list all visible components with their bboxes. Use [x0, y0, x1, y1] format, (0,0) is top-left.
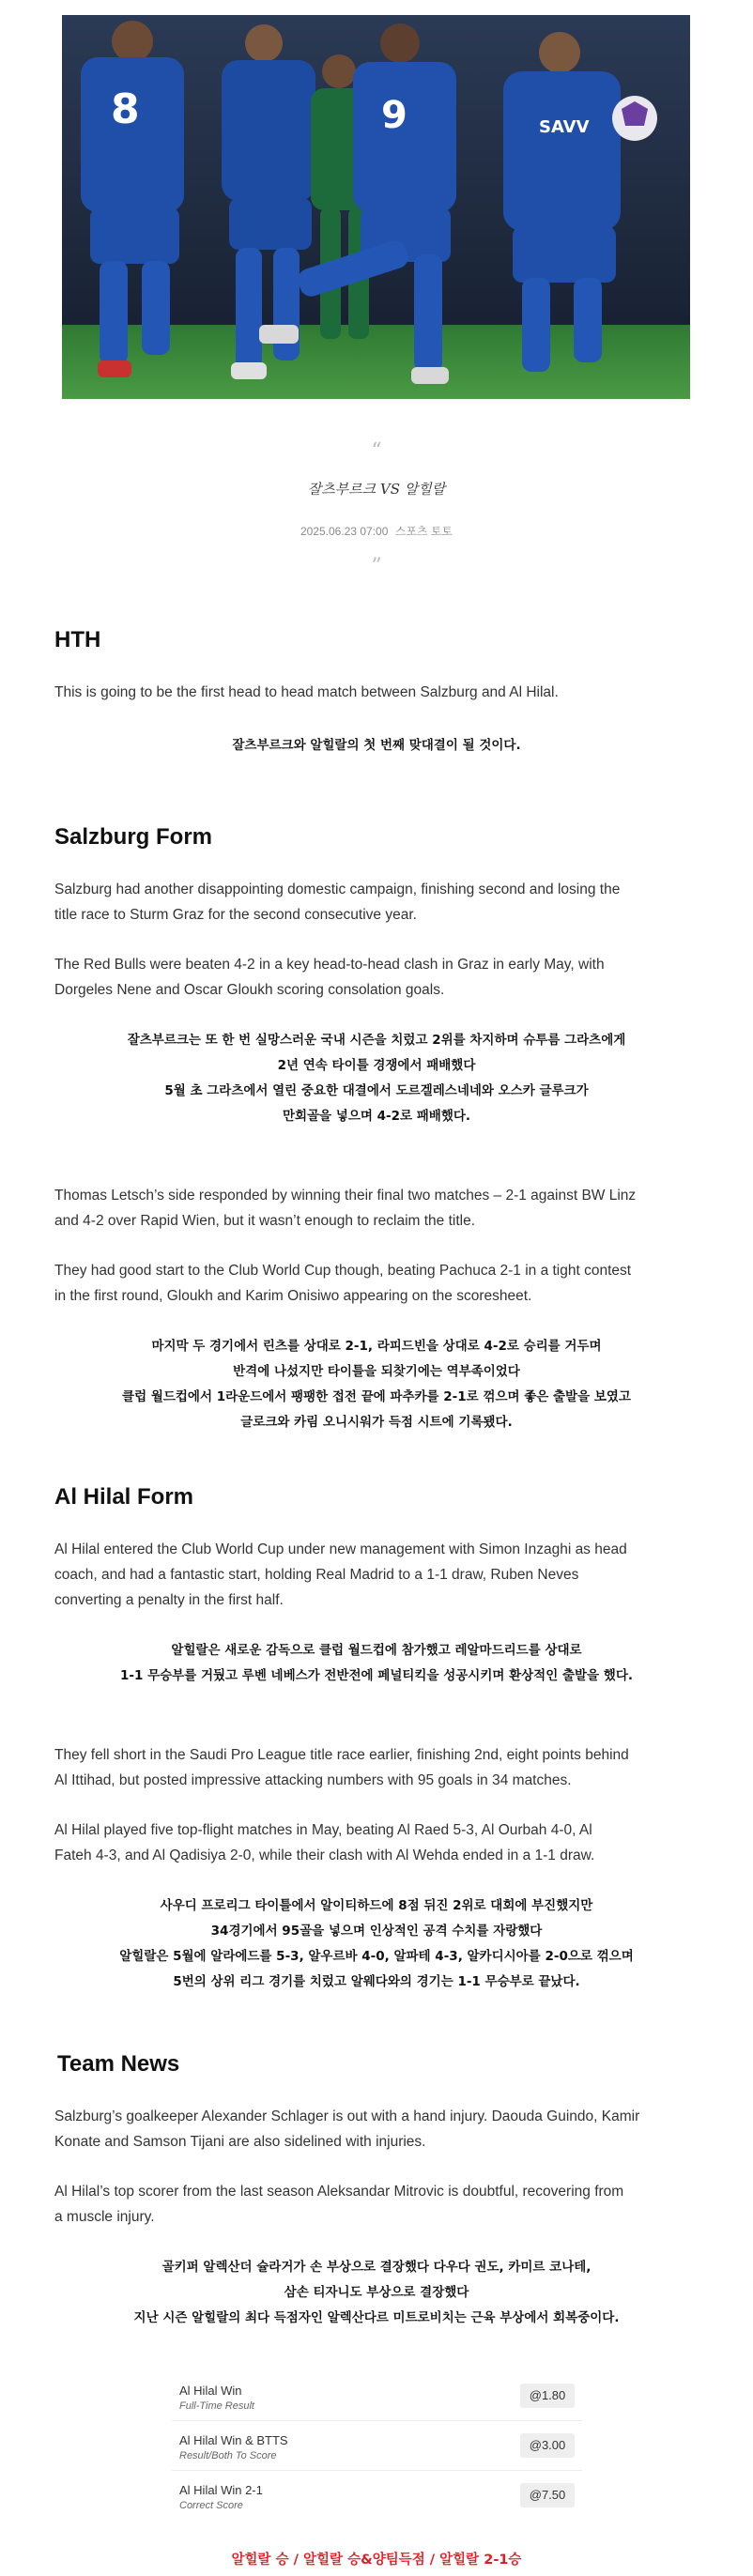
text-line: 만회골을 넣으며 4-2로 패배했다.	[282, 1109, 471, 1124]
text-line: title race to Sturm Graz for the second consecutive year.	[54, 907, 417, 923]
text-line: 34경기에서 95골을 넣으며 인상적인 공격 수치를 자랑했다	[210, 1924, 543, 1939]
alhilal-en-2	[54, 1742, 702, 1793]
hth-en	[54, 680, 702, 705]
text-line: 2년 연속 타이틀 경쟁에서 패배했다	[277, 1058, 476, 1073]
salzburg-en-3	[54, 1183, 702, 1234]
text-line: This is going to be the first head to head match between Salzburg and Al Hilal.	[54, 684, 559, 700]
text-line: coach, and had a fantastic start, holding Real Madrid to a 1-1 draw, Ruben Neves	[54, 1567, 579, 1583]
alhilal-ko-1	[38, 1638, 715, 1689]
text-line: a muscle injury.	[54, 2209, 155, 2225]
svg-text:9: 9	[381, 94, 407, 137]
text-line: Al Hilal played five top-flight matches in May, beating Al Raed 5-3, Al Ourbah 4-0, Al	[54, 1822, 592, 1838]
text-line: 5번의 상위 리그 경기를 치렀고 알웨다와의 경기는 1-1 무승부로 끝났다.	[173, 1974, 580, 1989]
text-line: Dorgeles Nene and Oscar Gloukh scoring consolation goals.	[54, 982, 445, 998]
text-line: 지난 시즌 알힐랄의 최다 득점자인 알렉산다르 미트로비치는 근육 부상에서 회복중이다.	[133, 2310, 620, 2325]
heading-hth: HTH	[54, 627, 101, 652]
salzburg-ko-1	[38, 1028, 715, 1129]
salzburg-en-2	[54, 952, 702, 1003]
odds-price-button[interactable]: @1.80	[520, 2384, 575, 2408]
quote-open-icon: “	[371, 439, 382, 463]
team-news-en-1	[54, 2104, 702, 2154]
odds-row	[172, 2421, 582, 2471]
final-picks: 알힐랄 승 / 알힐랄 승&양팀득점 / 알힐랄 2-1승	[231, 2553, 522, 2568]
text-line: The Red Bulls were beaten 4-2 in a key head-to-head clash in Graz in early May, with	[54, 957, 605, 973]
text-line: Al Hilal’s top scorer from the last season Aleksandar Mitrovic is doubtful, recovering from	[54, 2184, 624, 2200]
text-line: converting a penalty in the first half.	[54, 1592, 284, 1608]
hth-ko	[38, 733, 715, 759]
text-line: 글로크와 카림 오니시워가 득점 시트에 기록됐다.	[240, 1415, 513, 1430]
text-line: 알힐랄은 새로운 감독으로 클럽 월드컵에 참가했고 레알마드리드를 상대로	[171, 1643, 582, 1658]
odds-table	[172, 2371, 582, 2521]
team-news-en-2	[54, 2179, 702, 2230]
text-line: Thomas Letsch’s side responded by winning their final two matches – 2-1 against BW Linz	[54, 1188, 637, 1204]
text-line: Salzburg had another disappointing domestic campaign, finishing second and losing the	[54, 882, 621, 897]
text-line: Salzburg’s goalkeeper Alexander Schlager is out with a hand injury. Daouda Guindo, Kamir	[54, 2108, 640, 2124]
alhilal-en-3	[54, 1817, 702, 1868]
post-meta	[0, 523, 753, 539]
text-line: They fell short in the Saudi Pro League title race earlier, finishing 2nd, eight points behind	[54, 1747, 629, 1763]
text-line: 반격에 나섰지만 타이틀을 되찾기에는 역부족이었다	[233, 1364, 520, 1379]
odds-market: Al Hilal Win	[179, 2384, 242, 2398]
heading-team-news: Team News	[57, 2051, 180, 2077]
text-line: 사우디 프로리그 타이틀에서 알이티하드에 8점 뒤진 2위로 대회에 부진했지만	[160, 1898, 593, 1913]
salzburg-en-4	[54, 1258, 702, 1309]
text-line: Al Ittihad, but posted impressive attacking numbers with 95 goals in 34 matches.	[54, 1772, 572, 1788]
text-line: 마지막 두 경기에서 린츠를 상대로 2-1, 라피드빈을 상대로 4-2로 승리를 거두며	[151, 1339, 602, 1354]
alhilal-ko-2	[38, 1894, 715, 1995]
text-line: 잘츠부르크는 또 한 번 실망스러운 국내 시즌을 치렀고 2위를 차지하며 슈투름 그라츠에게	[127, 1033, 626, 1048]
odds-price-button[interactable]: @7.50	[520, 2483, 575, 2507]
salzburg-ko-2	[38, 1334, 715, 1435]
odds-market-type: Full-Time Result	[179, 2400, 254, 2412]
svg-text:8: 8	[111, 85, 140, 133]
odds-row	[172, 2371, 582, 2421]
text-line: in the first round, Gloukh and Karim Onisiwo appearing on the scoresheet.	[54, 1288, 532, 1304]
text-line: 알힐랄은 5월에 알라에드를 5-3, 알우르바 4-0, 알파테 4-3, 알카디시아를 2-0으로 꺾으며	[119, 1949, 634, 1964]
odds-row	[172, 2471, 582, 2521]
text-line: 5월 초 그라츠에서 열린 중요한 대결에서 도르겔레스네네와 오스카 글루크가	[164, 1083, 589, 1098]
heading-alhilal-form: Al Hilal Form	[54, 1484, 194, 1510]
quote-close-icon: ”	[371, 555, 382, 578]
odds-market: Al Hilal Win & BTTS	[179, 2433, 288, 2447]
text-line: They had good start to the Club World Cup though, beating Pachuca 2-1 in a tight contest	[54, 1263, 632, 1279]
svg-text:SAVV: SAVV	[539, 117, 590, 137]
odds-market-type: Correct Score	[179, 2500, 243, 2511]
heading-salzburg-form: Salzburg Form	[54, 824, 213, 850]
text-line: and 4-2 over Rapid Wien, but it wasn’t enough to reclaim the title.	[54, 1213, 476, 1229]
hero-image	[62, 15, 690, 399]
post-category[interactable]: 스포츠 토토	[394, 525, 453, 538]
post-date: 2025.06.23 07:00	[300, 525, 389, 538]
text-line: Konate and Samson Tijani are also sidelined with injuries.	[54, 2134, 426, 2150]
hero-photo-illustration	[62, 15, 690, 399]
odds-market: Al Hilal Win 2-1	[179, 2483, 263, 2497]
text-line: Fateh 4-3, and Al Qadisiya 2-0, while their clash with Al Wehda ended in a 1-1 draw.	[54, 1848, 595, 1863]
text-line: Al Hilal entered the Club World Cup under new management with Simon Inzaghi as head	[54, 1541, 627, 1557]
text-line: 1-1 무승부를 거뒀고 루벤 네베스가 전반전에 페널티킥을 성공시키며 환상적인 출발을 했다.	[120, 1668, 633, 1683]
text-line: 삼손 티자니도 부상으로 결장했다	[284, 2285, 469, 2300]
salzburg-en-1	[54, 877, 702, 928]
text-line: 클럽 월드컵에서 1라운드에서 팽팽한 접전 끝에 파추카를 2-1로 꺾으며 좋은 출발을 보였고	[122, 1389, 631, 1404]
team-news-ko	[38, 2255, 715, 2331]
text-line: 잘츠부르크와 알힐랄의 첫 번째 맞대결이 될 것이다.	[232, 738, 521, 753]
post-subject: 잘츠부르크 VS 알힐랄	[307, 481, 446, 498]
text-line: 골키퍼 알렉산더 슐라거가 손 부상으로 결장했다 다우다 권도, 카미르 코나테,	[161, 2260, 592, 2275]
alhilal-en-1	[54, 1537, 702, 1613]
odds-market-type: Result/Both To Score	[179, 2450, 277, 2461]
odds-price-button[interactable]: @3.00	[520, 2433, 575, 2458]
